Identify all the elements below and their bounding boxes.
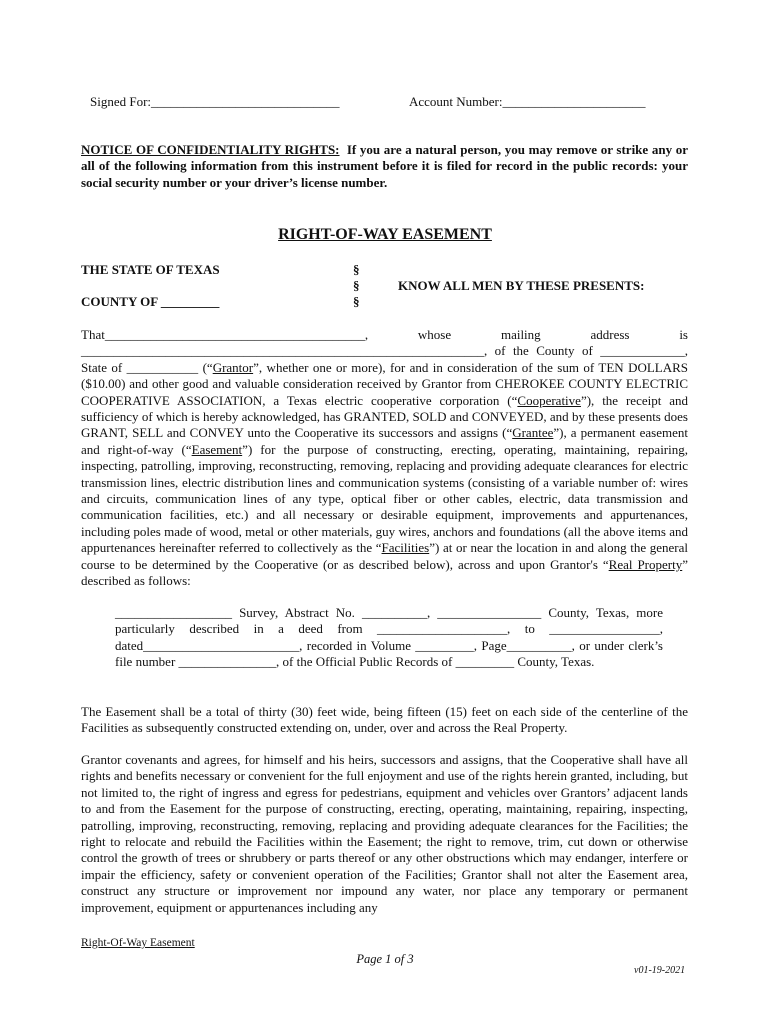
easement-width-paragraph: The Easement shall be a total of thirty (30) feet wide, being fifteen (15) feet on each side of the centerline of the Facilities as subsequently constructed extending on, under, over and across the Real Property. xyxy=(81,704,688,736)
defined-term-facilities: Facilities xyxy=(381,540,430,556)
notice-label: NOTICE OF CONFIDENTIALITY RIGHTS: xyxy=(81,142,340,157)
defined-term-cooperative: Cooperative xyxy=(517,392,581,408)
grant-text: ”, whether one or more), for and in consideration of the sum of TEN DOLLARS ($10.00) and other good and valuable consideration received by Grantor from CHEROKEE COUNTY ELECTRIC COOPERATIVE ASSOCIATION, a Texas electric cooperative corporation (“ xyxy=(81,359,689,408)
signed-for-line: Signed For:_____________________________ xyxy=(90,94,340,109)
account-number-line: Account Number:______________________ xyxy=(409,94,646,109)
grant-text: ”), a permanent easement and right-of-way (“ xyxy=(81,425,688,457)
grant-text: ”) at or near the location in and along the general course to be determined by the Cooperative (or as described below), across and upon Grantor's “ xyxy=(81,540,688,572)
confidentiality-notice xyxy=(81,142,688,191)
covenants-paragraph: Grantor covenants and agrees, for himself and his heirs, successors and assigns, that the Cooperative shall have all rights and benefits necessary or convenient for the full enjoyment and use of the rights herein granted, including, but not limited to, the right of ingress and egress for pedestrians, equipment and vehicles over Grantors’ adjacent lands to and from the Easement for the purpose of constructing, erecting, operating, maintaining, repairing, inspecting, patrolling, improving, reconstructing, removing, replacing and providing adequate clearances for the Facilities; the right to relocate and rebuild the Facilities within the Easement; the right to remove, trim, cut down or otherwise control the growth of trees or shrubbery or parts thereof or any other obstructions which may endanger, interfere or impair the efficiency, safety or convenient operation of the Facilities; Grantor shall not alter the Easement area, construct any structure or improvement nor impound any water, nor place any temporary or permanent improvement, equipment or appurtenances including any xyxy=(81,752,688,915)
defined-term-grantor: Grantor xyxy=(212,359,254,375)
county-caption: COUNTY OF _________ xyxy=(81,294,220,309)
grant-text: ”), the receipt and sufficiency of which is hereby acknowledged, has GRANTED, SOLD and CONVEYED, and by these presents does GRANT, SELL and CONVEY unto the Cooperative its successors and assigns (“ xyxy=(81,392,688,441)
section-symbol-2: § xyxy=(353,278,360,293)
know-all-men: KNOW ALL MEN BY THESE PRESENTS: xyxy=(398,278,645,293)
document-title: RIGHT-OF-WAY EASEMENT xyxy=(278,226,492,243)
section-symbol-3: § xyxy=(353,294,360,309)
version-number: v01-19-2021 xyxy=(634,965,686,976)
state-caption: THE STATE OF TEXAS xyxy=(81,262,220,277)
notice-text: If you are a natural person, you may remove or strike any or all of the following information from this instrument before it is filed for record in the public records: your social security number or your driver’s license number. xyxy=(81,142,689,190)
grant-text: ” described as follows: xyxy=(81,556,688,589)
defined-term-grantee: Grantee xyxy=(512,425,554,441)
defined-term-easement: Easement xyxy=(191,441,243,457)
grant-text: ”) for the purpose of constructing, erecting, operating, maintaining, repairing, inspecting, patrolling, improving, reconstructing, removing, replacing and providing adequate clearances for electric transmission lines, electric distribution lines and communication systems (consisting of a variable number of: wires and circuits, communication lines of any type, optical fiber or other cables, electric, data transmission and communication facilities, etc.) and all necessary or desirable equipment, improvements and appurtenances, including poles made of wood, metal or other materials, guy wires, anchors and foundations (all the above items and appurtenances hereinafter referred to collectively as the “ xyxy=(81,441,688,556)
defined-term-real-property: Real Property xyxy=(608,556,683,572)
footer-document-name: Right-Of-Way Easement xyxy=(81,937,195,949)
grant-text: That________________________________________, whose mailing address is ______________________________________________________________, of the County of _____________, State of ___________ (“ xyxy=(81,327,688,375)
grant-paragraph xyxy=(81,327,688,590)
section-symbol-1: § xyxy=(353,262,360,277)
property-description: __________________ Survey, Abstract No. __________, ________________ County, Texas, more particularly described in a deed from ____________________, to _________________, dated________________________, recorded in Volume _________, Page__________, or under clerk’s file number _______________, of the Official Public Records of _________ County, Texas. xyxy=(115,605,663,670)
page-number: Page 1 of 3 xyxy=(356,952,414,966)
